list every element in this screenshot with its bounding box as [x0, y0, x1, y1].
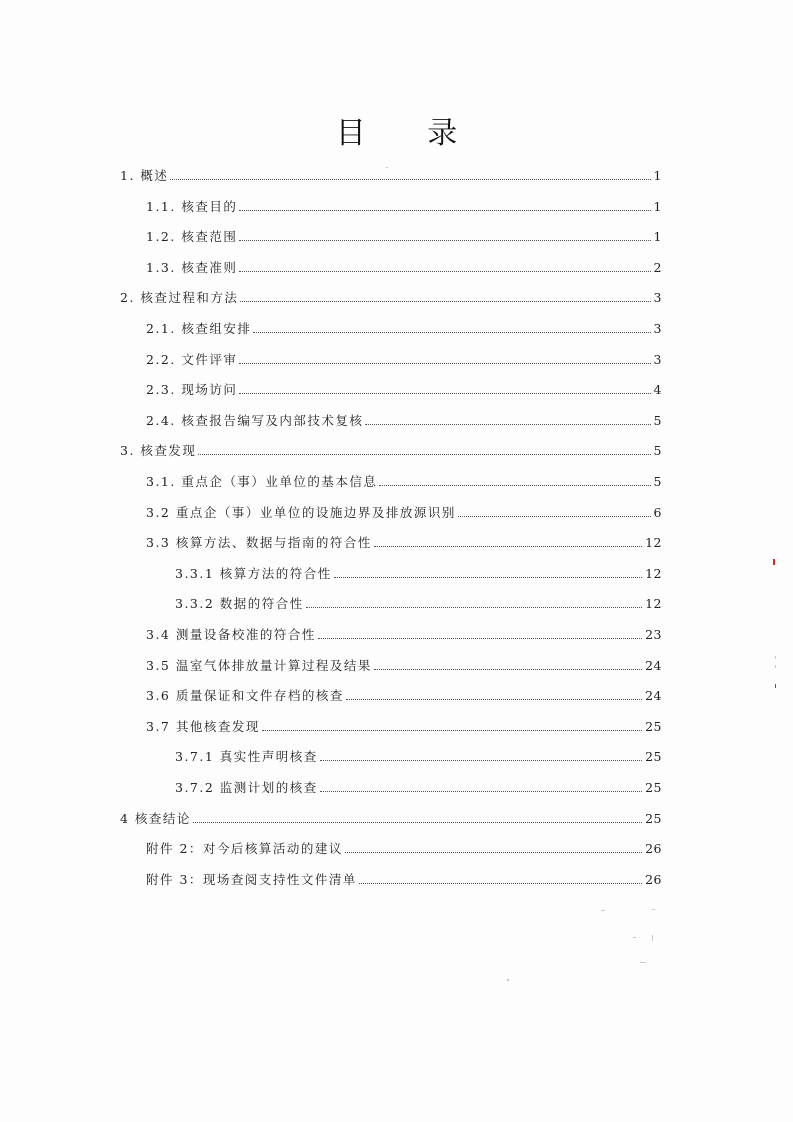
toc-leader-dots — [193, 821, 642, 823]
toc-leader-dots — [345, 851, 642, 853]
toc-entry-page-number: 5 — [653, 443, 662, 458]
toc-entry[interactable] — [146, 503, 662, 521]
toc-leader-dots — [346, 698, 642, 700]
toc-leader-dots — [458, 515, 651, 517]
toc-entry[interactable] — [146, 533, 662, 551]
toc-entry[interactable] — [175, 778, 662, 796]
toc-entry-label: 3.3.1 核算方法的符合性 — [175, 566, 332, 581]
toc-entry-label: 3.3.2 数据的符合性 — [175, 596, 304, 611]
toc-entry[interactable] — [146, 197, 662, 215]
toc-entry-page-number: 24 — [645, 688, 662, 703]
toc-entry-page-number: 3 — [653, 321, 662, 336]
toc-leader-dots — [306, 606, 642, 608]
toc-entry-label: 3.7.1 真实性声明核查 — [175, 749, 318, 764]
toc-entry[interactable] — [120, 809, 662, 827]
toc-entry[interactable] — [146, 839, 662, 857]
toc-entry[interactable] — [146, 625, 662, 643]
toc-leader-dots — [374, 668, 642, 670]
toc-entry-page-number: 12 — [645, 596, 662, 611]
toc-entry[interactable] — [120, 441, 662, 459]
toc-entry-label: 3.1. 重点企（事）业单位的基本信息 — [146, 474, 378, 489]
toc-entry-label: 3.7 其他核查发现 — [146, 719, 260, 734]
toc-entry-label: 2.4. 核查报告编写及内部技术复核 — [146, 413, 364, 428]
toc-entry-page-number: 26 — [645, 841, 662, 856]
scan-speck — [640, 962, 646, 963]
toc-entry[interactable] — [146, 227, 662, 245]
scan-speck — [601, 910, 605, 911]
toc-leader-dots — [379, 484, 650, 486]
toc-entry[interactable] — [146, 656, 662, 674]
scan-speck — [775, 665, 776, 668]
toc-leader-dots — [239, 362, 650, 364]
toc-entry[interactable] — [146, 717, 662, 735]
toc-leader-dots — [262, 729, 642, 731]
toc-entry[interactable] — [146, 870, 662, 888]
toc-entry-label: 附件 2：对今后核算活动的建议 — [146, 841, 343, 856]
toc-leader-dots — [318, 637, 642, 639]
toc-entry[interactable] — [175, 747, 662, 765]
toc-entry-label: 3. 核查发现 — [120, 443, 197, 458]
toc-entry-page-number: 5 — [653, 474, 662, 489]
toc-entry-page-number: 3 — [653, 352, 662, 367]
toc-entry-page-number: 6 — [653, 505, 662, 520]
toc-entry[interactable] — [120, 288, 662, 306]
toc-entry-label: 2.2. 文件评审 — [146, 352, 238, 367]
toc-entry-label: 附件 3：现场查阅支持性文件清单 — [146, 872, 357, 887]
toc-leader-dots — [239, 209, 650, 211]
toc-entry-page-number: 25 — [645, 719, 662, 734]
page-title: 目 录 — [335, 116, 484, 151]
toc-leader-dots — [374, 545, 642, 547]
toc-entry-page-number: 3 — [653, 290, 662, 305]
toc-entry-label: 4 核查结论 — [120, 811, 191, 826]
toc-entry-label: 3.4 测量设备校准的符合性 — [146, 627, 316, 642]
toc-entry[interactable] — [146, 258, 662, 276]
toc-entry-page-number: 25 — [645, 749, 662, 764]
toc-entry-page-number: 2 — [653, 260, 662, 275]
toc-entry-page-number: 1 — [653, 229, 662, 244]
toc-entry-page-number: 1 — [653, 168, 662, 183]
scan-speck — [507, 979, 509, 981]
toc-entry[interactable] — [146, 686, 662, 704]
toc-entry[interactable] — [146, 380, 662, 398]
toc-leader-dots — [320, 759, 642, 761]
scan-mark — [773, 559, 775, 565]
toc-leader-dots — [240, 300, 650, 302]
toc-entry-label: 1.3. 核查准则 — [146, 260, 238, 275]
toc-leader-dots — [239, 270, 650, 272]
toc-entry-page-number: 1 — [653, 199, 662, 214]
toc-entry-label: 2.1. 核查组安排 — [146, 321, 252, 336]
toc-entry-page-number: 12 — [645, 566, 662, 581]
toc-leader-dots — [170, 178, 650, 180]
toc-entry-page-number: 23 — [645, 627, 662, 642]
toc-entry-label: 3.2 重点企（事）业单位的设施边界及排放源识别 — [146, 505, 456, 520]
scan-speck — [633, 937, 636, 938]
toc-entry-label: 3.3 核算方法、数据与指南的符合性 — [146, 535, 372, 550]
toc-entry-page-number: 25 — [645, 780, 662, 795]
toc-entry-label: 1.1. 核查目的 — [146, 199, 238, 214]
toc-entry-page-number: 26 — [645, 872, 662, 887]
scan-mark — [775, 684, 776, 688]
toc-leader-dots — [198, 453, 650, 455]
toc-leader-dots — [365, 423, 650, 425]
toc-entry-label: 3.6 质量保证和文件存档的核查 — [146, 688, 344, 703]
toc-entry-page-number: 5 — [653, 413, 662, 428]
toc-entry-label: 1. 概述 — [120, 168, 169, 183]
toc-entry-label: 3.7.2 监测计划的核查 — [175, 780, 318, 795]
toc-leader-dots — [320, 790, 642, 792]
toc-entry-label: 1.2. 核查范围 — [146, 229, 238, 244]
scan-speck — [652, 909, 655, 910]
scan-speck — [775, 656, 776, 659]
toc-entry[interactable] — [146, 350, 662, 368]
toc-entry[interactable] — [146, 319, 662, 337]
toc-entry[interactable] — [146, 472, 662, 490]
toc-entry-page-number: 12 — [645, 535, 662, 550]
toc-entry-page-number: 4 — [653, 382, 662, 397]
toc-entry-label: 2. 核查过程和方法 — [120, 290, 239, 305]
toc-leader-dots — [239, 239, 650, 241]
toc-entry-page-number: 24 — [645, 658, 662, 673]
toc-leader-dots — [253, 331, 650, 333]
scan-speck — [386, 167, 388, 168]
scan-speck — [652, 935, 653, 941]
toc-entry[interactable] — [175, 564, 662, 582]
toc-entry[interactable] — [175, 594, 662, 612]
toc-leader-dots — [359, 882, 642, 884]
toc-entry[interactable] — [120, 166, 662, 184]
toc-leader-dots — [334, 576, 642, 578]
toc-entry-label: 3.5 温室气体排放量计算过程及结果 — [146, 658, 372, 673]
toc-entry[interactable] — [146, 411, 662, 429]
toc-entry-page-number: 25 — [645, 811, 662, 826]
toc-leader-dots — [239, 392, 650, 394]
toc-entry-label: 2.3. 现场访问 — [146, 382, 238, 397]
